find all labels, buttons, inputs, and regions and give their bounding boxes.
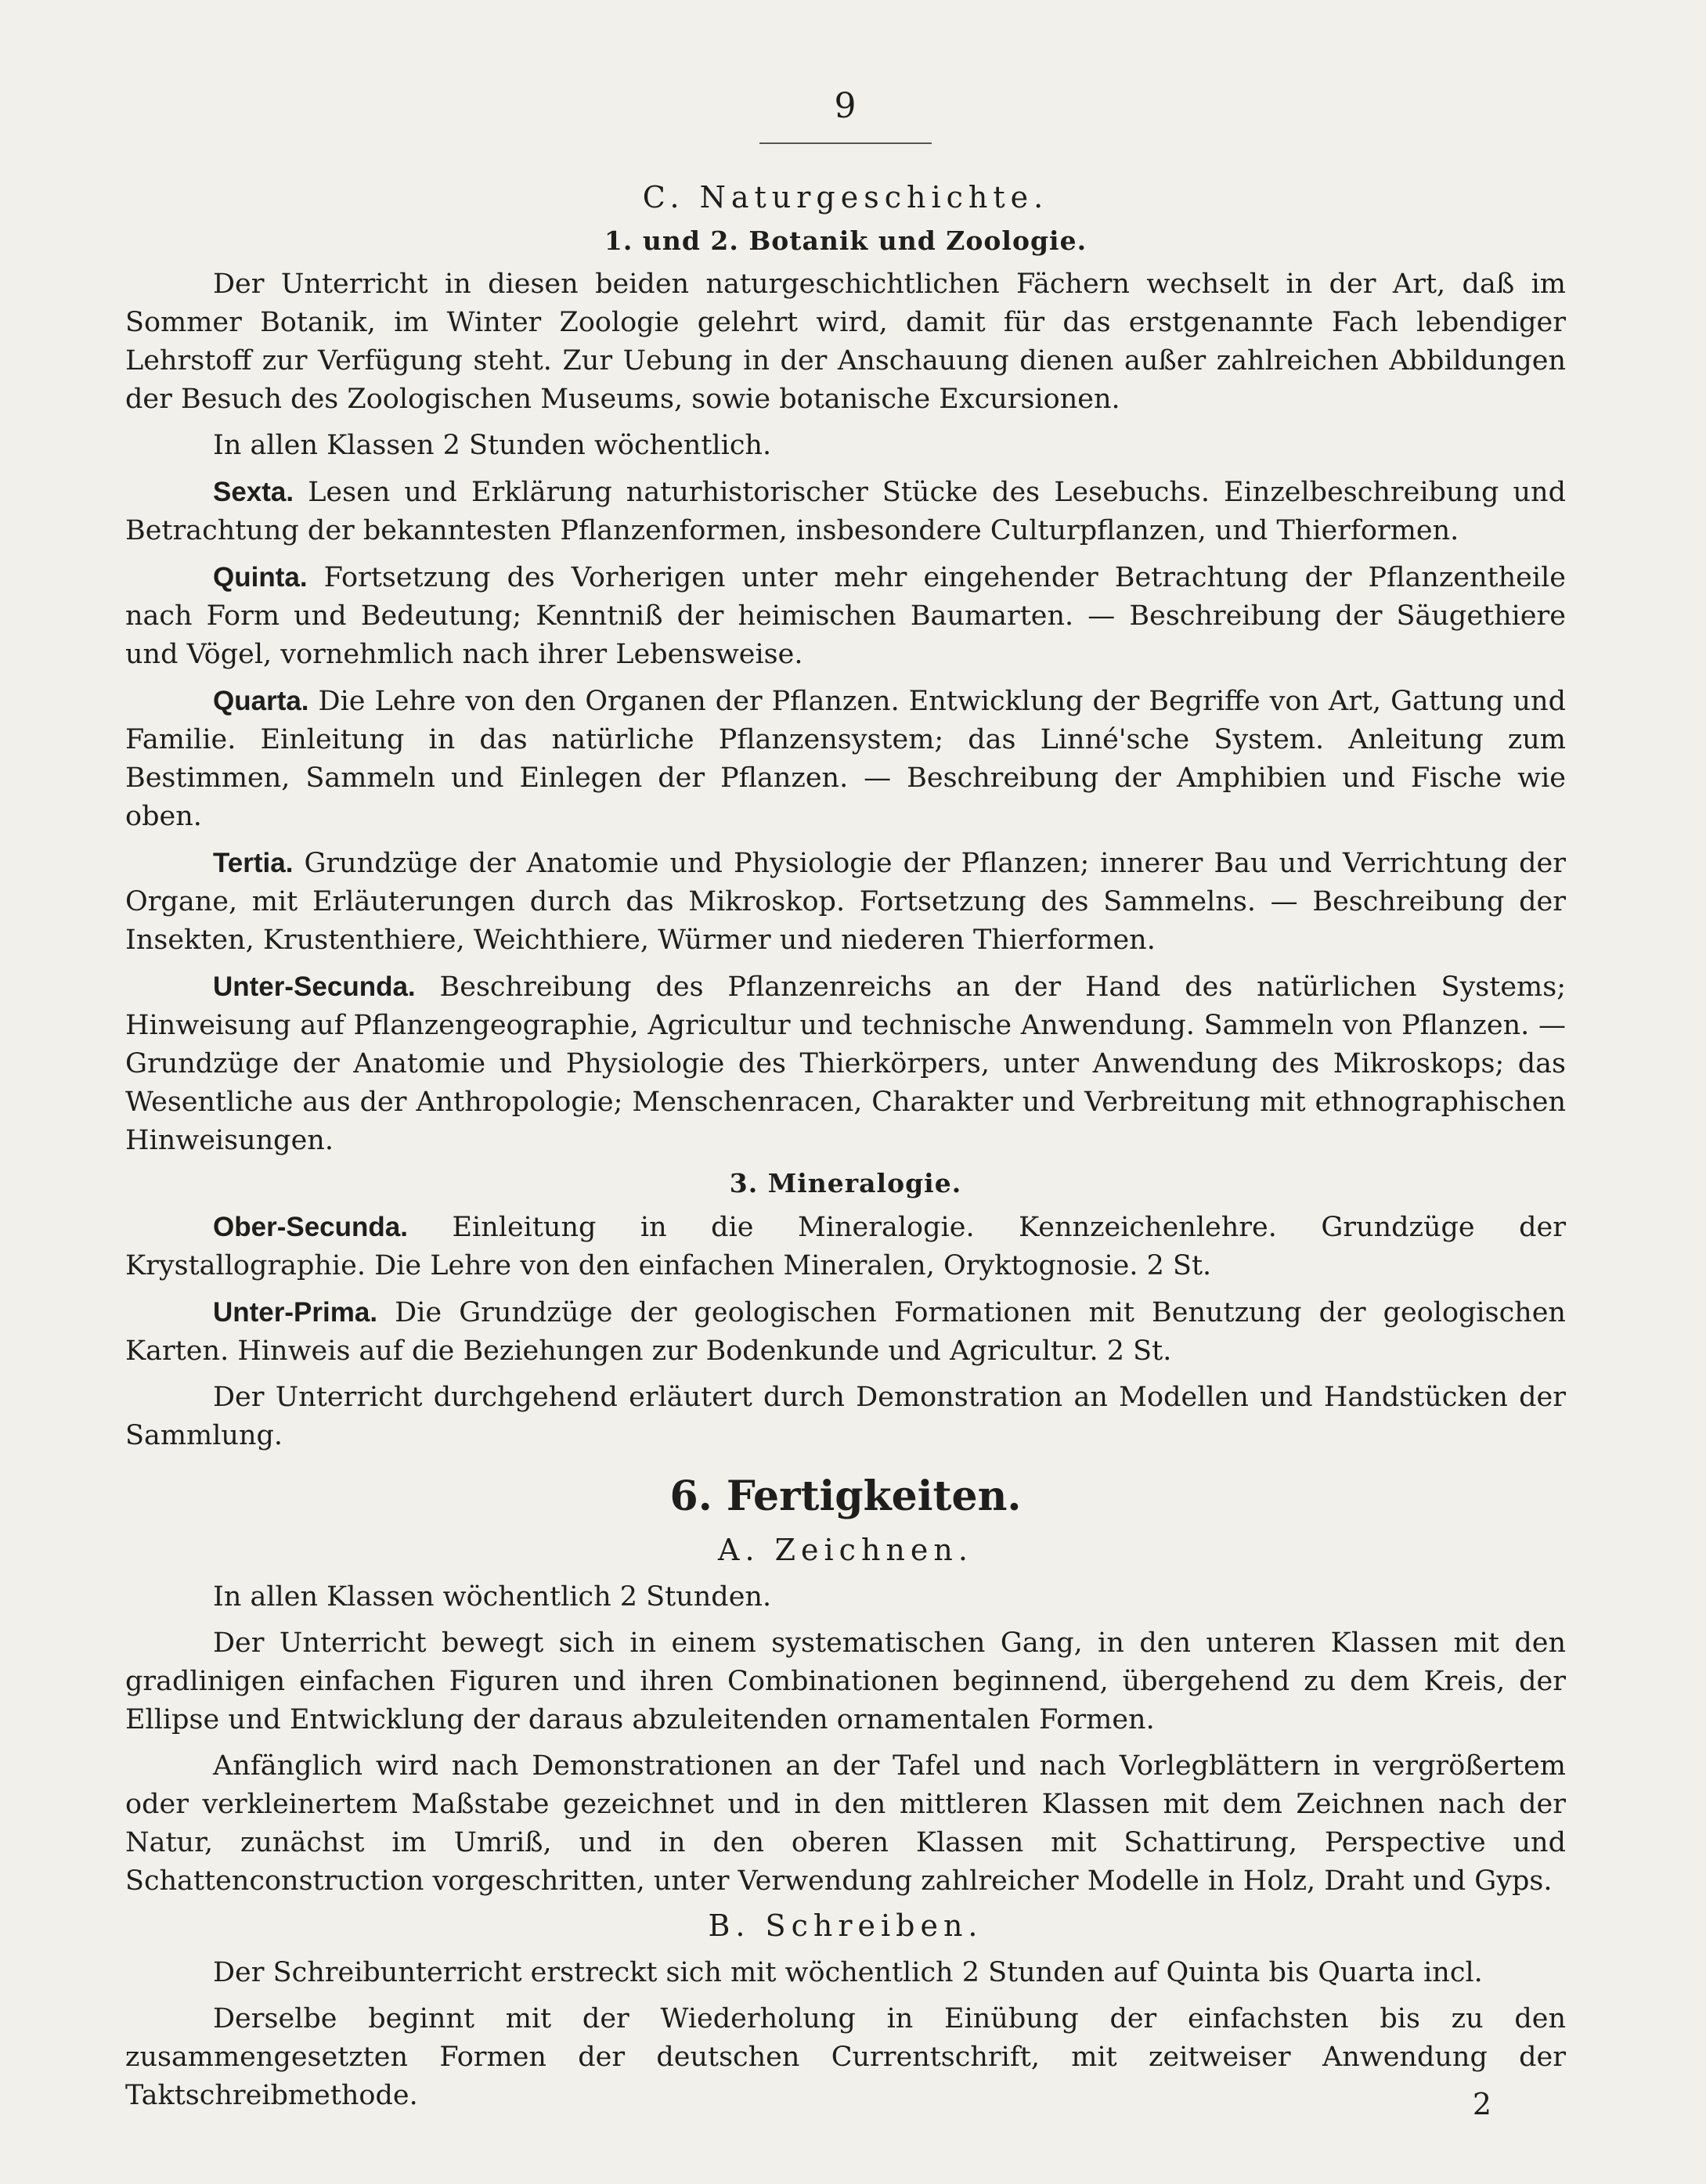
- writing-paragraph: Der Schreibunterricht erstreckt sich mit wöchentlich 2 Stunden auf Quinta bis Quarta incl.: [213, 1957, 1483, 1988]
- grade-label: Quarta.: [213, 686, 309, 716]
- intro-paragraph: Der Unterricht in diesen beiden naturgeschichtlichen Fächern wechselt in der Art, daß im Sommer Botanik, im Winter Zoologie gelehrt wird, damit für das erstgenannte Fach lebendiger Lehrstoff zur Verfügung steht. Zur Uebung in der Anschauung dienen außer zahlreichen Abbildungen der Besuch des Zoologischen Museums, sowie botanische Excursionen.: [125, 268, 1566, 415]
- drawing-paragraph: In allen Klassen wöchentlich 2 Stunden.: [213, 1581, 772, 1613]
- drawing-heading: A. Zeichnen.: [718, 1533, 973, 1567]
- page-content: [125, 180, 1566, 2123]
- grade-text: Fortsetzung des Vorherigen unter mehr eingehender Betrachtung der Pflanzentheile nach Form und Bedeutung; Kenntniß der heimischen Baumarten. — Beschreibung der Säugethiere und Vögel, vornehmlich nach ihrer Lebensweise.: [125, 562, 1566, 670]
- grade-text: Die Grundzüge der geologischen Formationen mit Benutzung der geologischen Karten. Hinweis auf die Beziehungen zur Bodenkunde und Agricultur. 2 St.: [125, 1297, 1566, 1367]
- grade-label: Unter-Secunda.: [213, 971, 416, 1002]
- grade-label: Sexta.: [213, 477, 294, 507]
- grade-label: Ober-Secunda.: [213, 1212, 408, 1242]
- mineralogy-closing-paragraph: Der Unterricht durchgehend erläutert durch Demonstration an Modellen und Handstücken der Sammlung.: [125, 1382, 1566, 1451]
- grade-paragraph-quarta: [125, 682, 1566, 836]
- grade-paragraph-tertia: [125, 844, 1566, 960]
- mineralogy-heading: 3. Mineralogie.: [729, 1168, 962, 1198]
- grade-text: Grundzüge der Anatomie und Physiologie der Pflanzen; innerer Bau und Verrichtung der Organe, mit Erläuterungen durch das Mikroskop. Fortsetzung des Sammelns. — Beschreibung der Insekten, Krustenthiere, Weichthiere, Würmer und niederen Thierformen.: [125, 848, 1566, 956]
- writing-heading: B. Schreiben.: [708, 1908, 983, 1943]
- section-c-heading: C. Naturgeschichte.: [642, 180, 1049, 214]
- writing-paragraph: Derselbe beginnt mit der Wiederholung in Einübung der einfachsten bis zu den zusammengesetzten Formen der deutschen Currentschrift, mit zeitweiser Anwendung der Taktschreibmethode.: [125, 2003, 1566, 2111]
- signature-mark: 2: [1472, 2087, 1491, 2121]
- grade-text: Einleitung in die Mineralogie. Kennzeichenlehre. Grundzüge der Krystallographie. Die Lehre von den einfachen Mineralen, Oryktognosie. 2 St.: [125, 1212, 1566, 1281]
- grade-label: Quinta.: [213, 562, 308, 593]
- drawing-paragraph: Anfänglich wird nach Demonstrationen an der Tafel und nach Vorlegblättern in vergrößertem oder verkleinertem Maßstabe gezeichnet und in den mittleren Klassen mit dem Zeichnen nach der Natur, zunächst im Umriß, und in den oberen Klassen mit Schattirung, Perspective und Schattenconstruction vorgeschritten, unter Verwendung zahlreicher Modelle in Holz, Draht und Gyps.: [125, 1750, 1566, 1897]
- grade-paragraph-unter-secunda: [125, 968, 1566, 1160]
- grade-label: Unter-Prima.: [213, 1297, 378, 1328]
- grade-paragraph-ober-secunda: [125, 1208, 1566, 1285]
- section-6-heading: 6. Fertigkeiten.: [669, 1472, 1022, 1520]
- document-page: [125, 86, 1566, 2137]
- grade-text: Lesen und Erklärung naturhistorischer Stücke des Lesebuchs. Einzelbeschreibung und Betrachtung der bekanntesten Pflanzenformen, insbesondere Culturpflanzen, und Thierformen.: [125, 477, 1566, 546]
- grade-text: Beschreibung des Pflanzenreichs an der Hand des natürlichen Systems; Hinweisung auf Pflanzengeographie, Agricultur und technische Anwendung. Sammeln von Pflanzen. — Grundzüge der Anatomie und Physiologie des Thierkörpers, unter Anwendung des Mikroskops; das Wesentliche aus der Anthropologie; Menschenracen, Charakter und Verbreitung mit ethnographischen Hinweisungen.: [125, 971, 1566, 1156]
- drawing-paragraph: Der Unterricht bewegt sich in einem systematischen Gang, in den unteren Klassen mit den gradlinigen einfachen Figuren und ihren Combinationen beginnend, übergehend zu dem Kreis, der Ellipse und Entwicklung der daraus abzuleitenden ornamentalen Formen.: [125, 1627, 1566, 1735]
- grade-paragraph-unter-prima: [125, 1293, 1566, 1371]
- grade-text: Die Lehre von den Organen der Pflanzen. Entwicklung der Begriffe von Art, Gattung und Familie. Einleitung in das natürliche Pflanzensystem; das Linné'sche System. Anleitung zum Bestimmen, Sammeln und Einlegen der Pflanzen. — Beschreibung der Amphibien und Fische wie oben.: [125, 686, 1566, 832]
- botany-zoology-heading: 1. und 2. Botanik und Zoologie.: [604, 225, 1087, 256]
- page-number: 9: [834, 86, 857, 126]
- grade-paragraph-quinta: [125, 558, 1566, 674]
- hours-paragraph: In allen Klassen 2 Stunden wöchentlich.: [213, 430, 772, 461]
- grade-label: Tertia.: [213, 848, 294, 878]
- grade-paragraph-sexta: [125, 473, 1566, 550]
- header-rule: [759, 142, 932, 144]
